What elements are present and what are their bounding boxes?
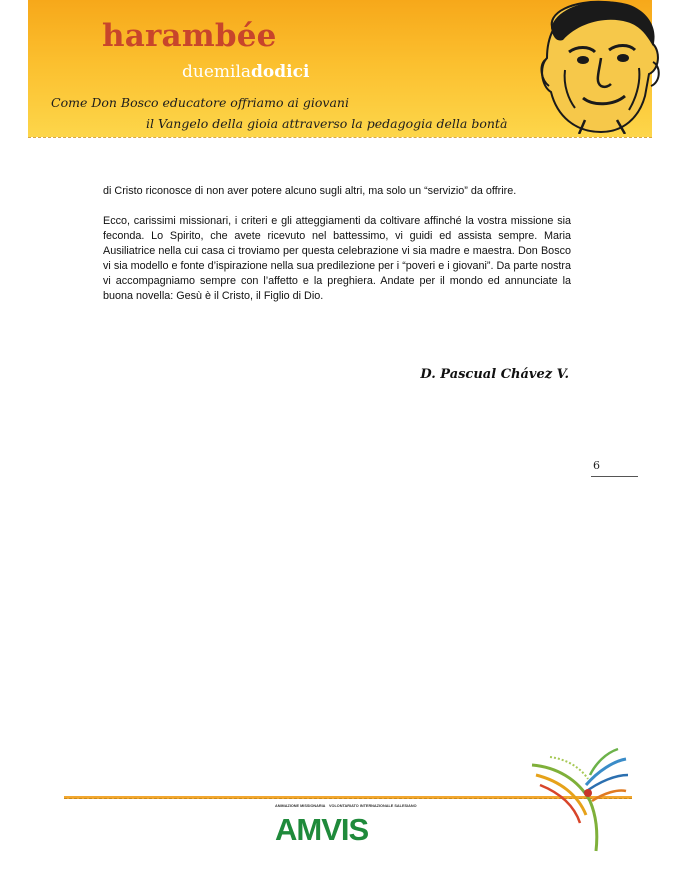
page-number-underline xyxy=(591,476,638,477)
motto-line-2: il Vangelo della gioia attraverso la pedagogia della bontà xyxy=(146,116,508,131)
page-number: 6 xyxy=(593,459,600,472)
logo-word: AMVIS xyxy=(275,812,369,847)
amvis-logo xyxy=(273,803,417,851)
colorful-bird-icon xyxy=(526,745,630,853)
logo-small-text-right: VOLONTARIATO INTERNAZIONALE SALESIANO xyxy=(329,804,417,808)
brand-year xyxy=(182,62,309,82)
header-divider xyxy=(28,137,652,140)
don-bosco-portrait xyxy=(535,0,665,134)
signature: D. Pascual Chávez V. xyxy=(420,367,569,382)
paragraph-2: Ecco, carissimi missionari, i criteri e gli atteggiamenti da coltivare affinché la vostra missione sia feconda. Lo Spirito, che avete ricevuto nel battessimo, vi guidi ed assista sempre. Maria Ausiliatrice nella cui casa ci troviamo per questa celebrazione vi sia madre e maestra. Don Bosco vi sia modello e fonte d’ispirazione nella sua predilezione per i “poveri e i giovani”. Da parte nostra vi accompagniamo sempre con l’affetto e la preghiera. Andate per il mondo ed annunciate la buona novella: Gesù è il Cristo, il Figlio di Dio. xyxy=(103,215,571,302)
year-suffix: dodici xyxy=(251,62,310,82)
logo-small-text-left: ANIMAZIONE MISSIONARIA xyxy=(275,804,326,808)
brand-title: harambée xyxy=(102,18,277,54)
paragraph-1: di Cristo riconosce di non aver potere alcuno sugli altri, ma solo un “servizio” da offrire. xyxy=(103,185,517,197)
year-prefix: duemila xyxy=(182,62,252,82)
motto-line-1: Come Don Bosco educatore offriamo ai giovani xyxy=(51,95,349,110)
